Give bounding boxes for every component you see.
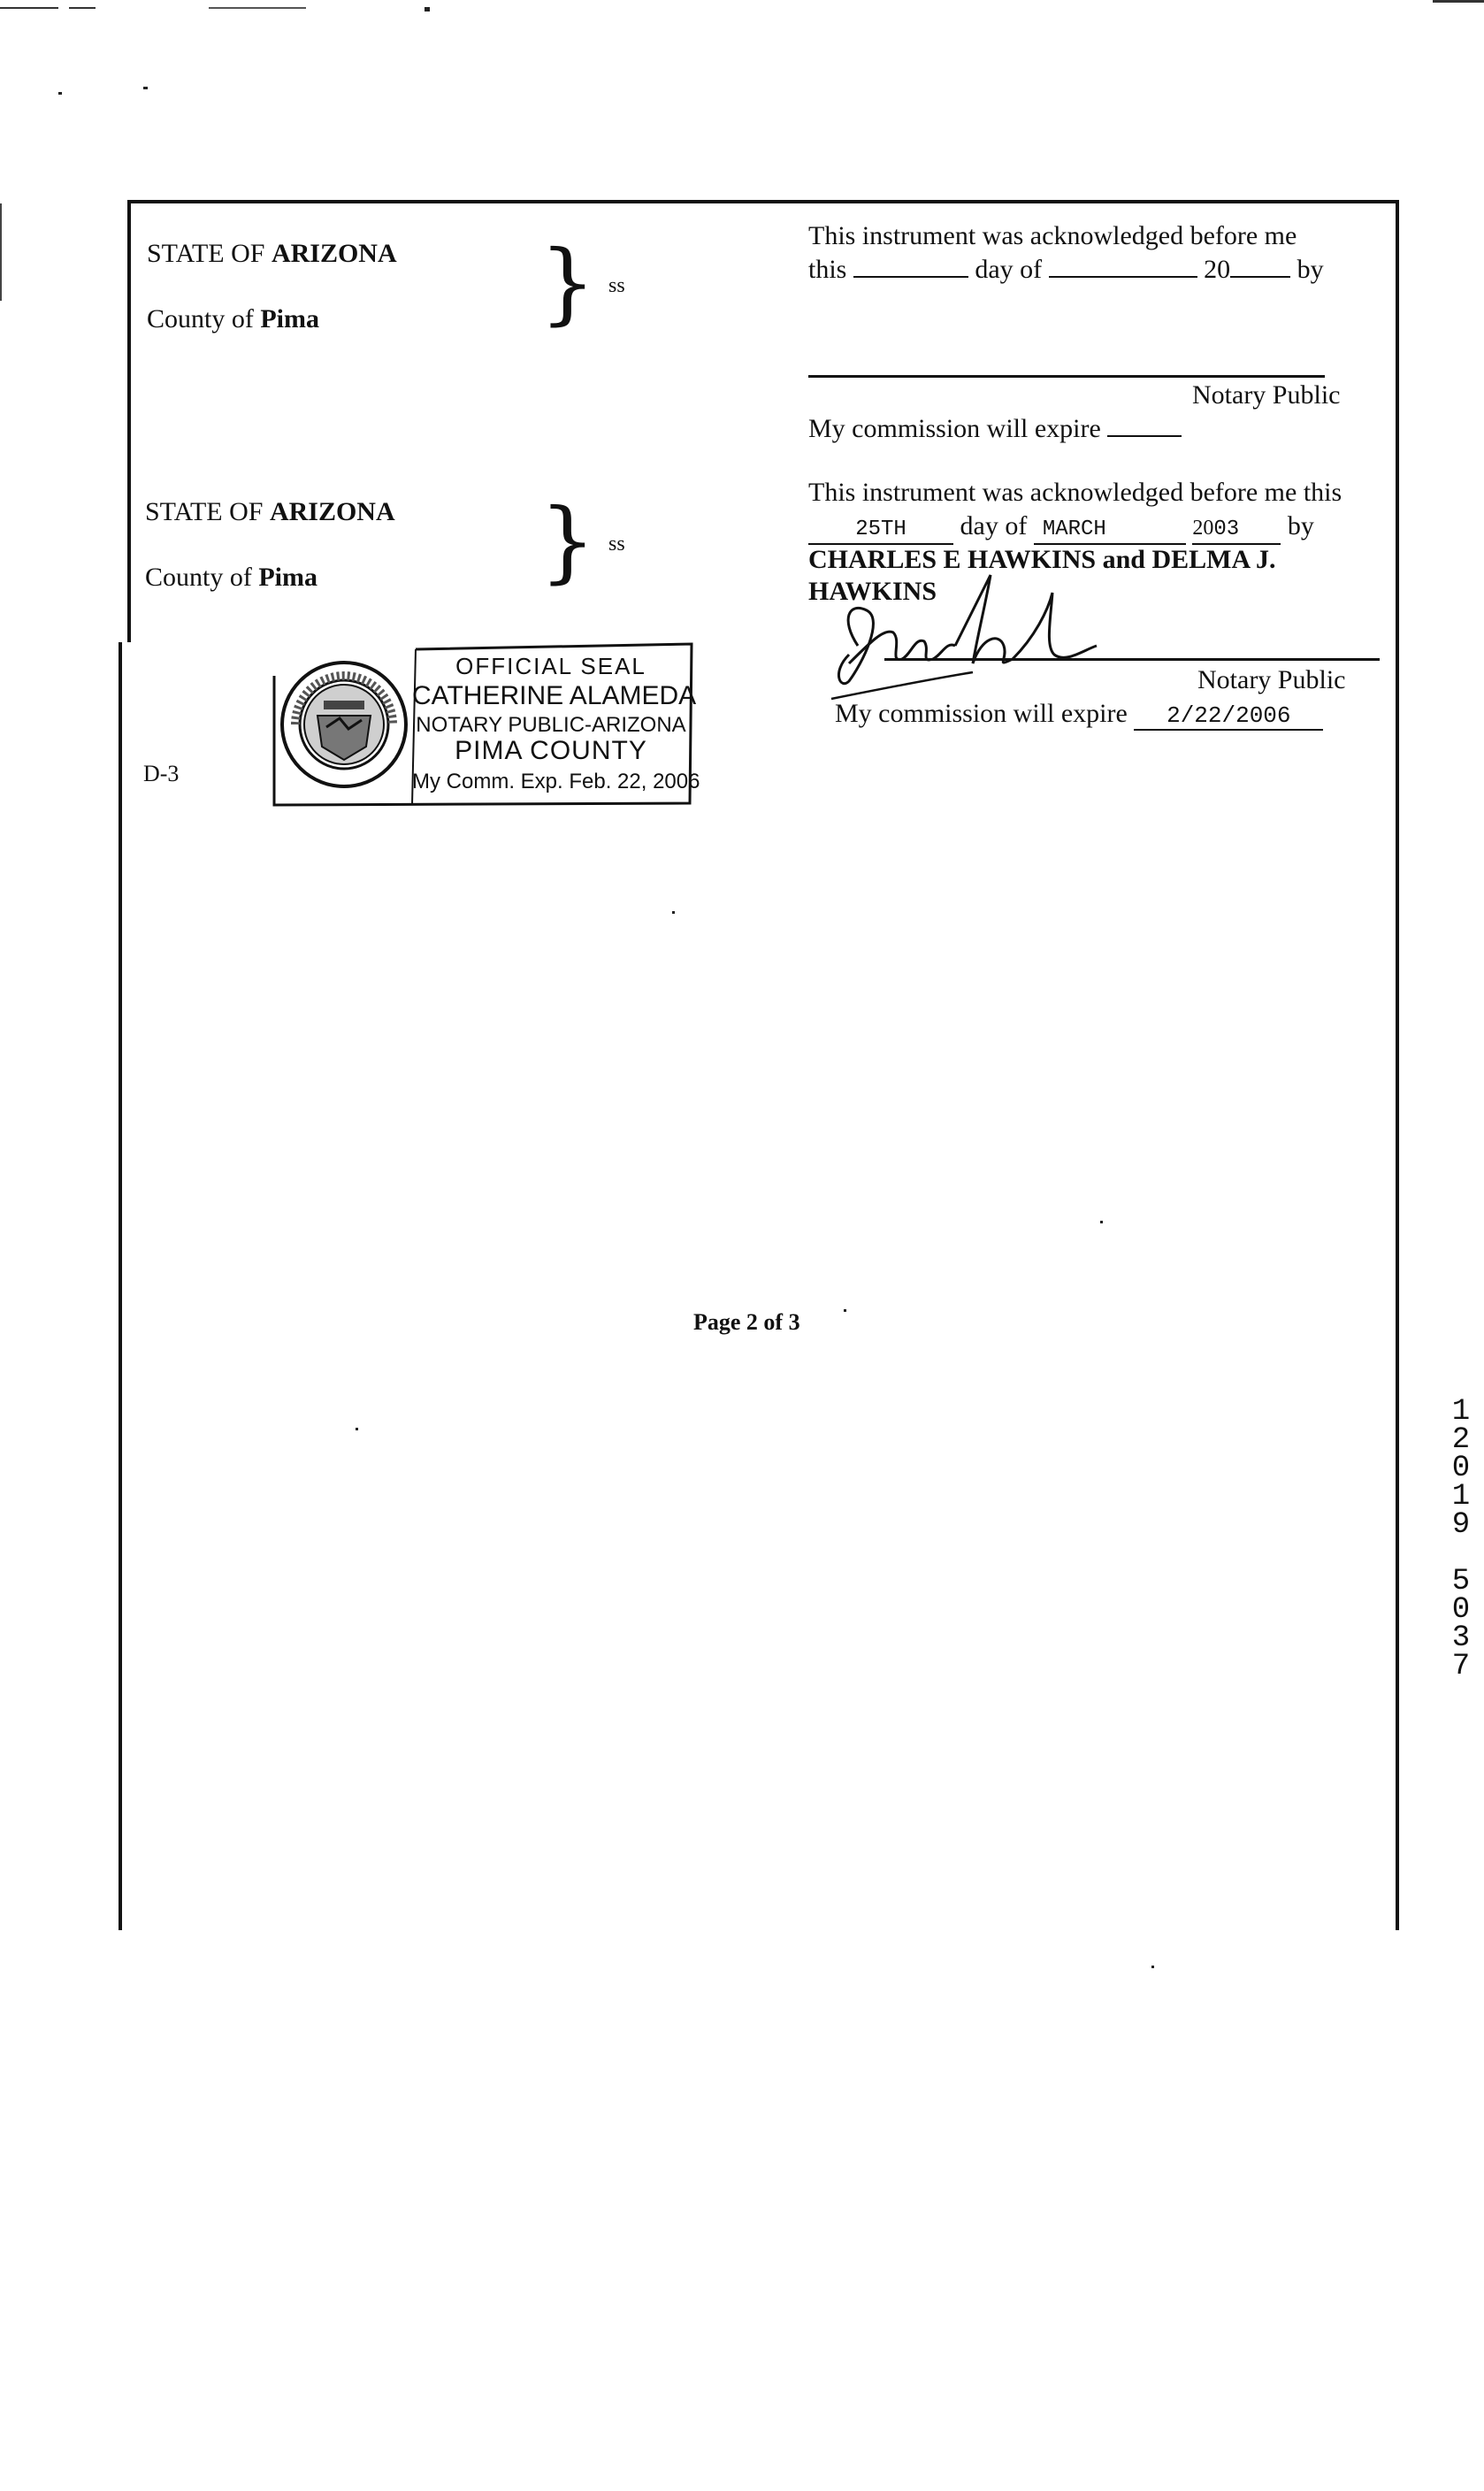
seal-notary-title: NOTARY PUBLIC-ARIZONA: [416, 713, 686, 737]
month-blank: [1049, 255, 1197, 278]
commission-label: My commission will expire: [835, 699, 1128, 728]
frame-top-border: [127, 200, 1399, 203]
state-label: STATE OF: [145, 497, 264, 526]
commission-blank: [1107, 414, 1182, 437]
county-name: Pima: [258, 563, 317, 592]
by-label: by: [1287, 511, 1314, 540]
county-heading-2: [145, 563, 317, 593]
frame-left-border: [127, 200, 131, 642]
state-heading-1: [147, 239, 397, 269]
ack-filled-line2: [808, 511, 1314, 545]
seal-title: OFFICIAL SEAL: [455, 653, 646, 679]
year-prefix: 20: [1192, 517, 1214, 540]
scan-mark: [0, 7, 58, 9]
day-of-label: day of: [960, 511, 1028, 540]
state-name: ARIZONA: [269, 497, 395, 526]
frame-left-border-lower: [119, 642, 122, 1930]
brace-icon: }: [539, 231, 596, 334]
ss-label-2: ss: [608, 533, 625, 556]
form-code: D-3: [143, 761, 180, 786]
seal-commission-expiry: My Comm. Exp. Feb. 22, 2006: [412, 770, 700, 793]
scan-mark: [69, 7, 96, 9]
commission-label: My commission will expire: [808, 414, 1101, 443]
county-name: Pima: [260, 304, 319, 333]
brace-icon: }: [539, 489, 596, 593]
notary-public-label-1: Notary Public: [1192, 380, 1341, 410]
by-label: by: [1297, 255, 1324, 284]
year-suffix: 03: [1213, 517, 1240, 541]
commission-line-1: [808, 414, 1182, 444]
state-heading-2: [145, 497, 395, 527]
day-value: 25TH: [808, 517, 953, 545]
notary-seal-stamp: [271, 640, 700, 809]
seal-notary-name: CATHERINE ALAMEDA: [412, 681, 697, 710]
signature-line-filled: [884, 658, 1380, 661]
signature-line-blank: [808, 375, 1325, 378]
page-number: Page 2 of 3: [693, 1309, 800, 1335]
state-name: ARIZONA: [271, 239, 397, 268]
county-label: County of: [147, 304, 254, 333]
day-of-label: day of: [975, 255, 1043, 284]
county-heading-1: [147, 304, 319, 334]
signers-names-line1: CHARLES E HAWKINS and DELMA J.: [808, 545, 1276, 574]
ss-label-1: ss: [608, 274, 625, 297]
recording-number: 1 2 0 1 9 5 0 3 7: [1451, 1395, 1471, 1683]
scan-mark: [0, 203, 2, 301]
month-value: MARCH: [1034, 517, 1186, 545]
notary-signature: [822, 566, 1105, 708]
year-blank: [1230, 255, 1290, 278]
this-word: this: [808, 255, 847, 284]
arizona-seal-emblem-icon: [278, 658, 410, 791]
year-prefix: 20: [1204, 255, 1231, 284]
scan-mark: [209, 7, 306, 9]
frame-right-border: [1396, 200, 1399, 1930]
scan-mark: [1433, 0, 1484, 3]
ack-filled-line1: This instrument was acknowledged before me this: [808, 478, 1342, 507]
day-blank: [853, 255, 968, 278]
signers-names-line2: HAWKINS: [808, 577, 937, 606]
county-label: County of: [145, 563, 252, 592]
notary-public-label-2: Notary Public: [1197, 665, 1346, 694]
commission-line-2: [835, 699, 1323, 731]
state-label: STATE OF: [147, 239, 265, 268]
seal-county: PIMA COUNTY: [455, 736, 647, 765]
ack-blank-line1: This instrument was acknowledged before me: [808, 221, 1297, 250]
commission-expire-date: 2/22/2006: [1134, 702, 1323, 731]
ack-blank-line2: [808, 255, 1324, 285]
